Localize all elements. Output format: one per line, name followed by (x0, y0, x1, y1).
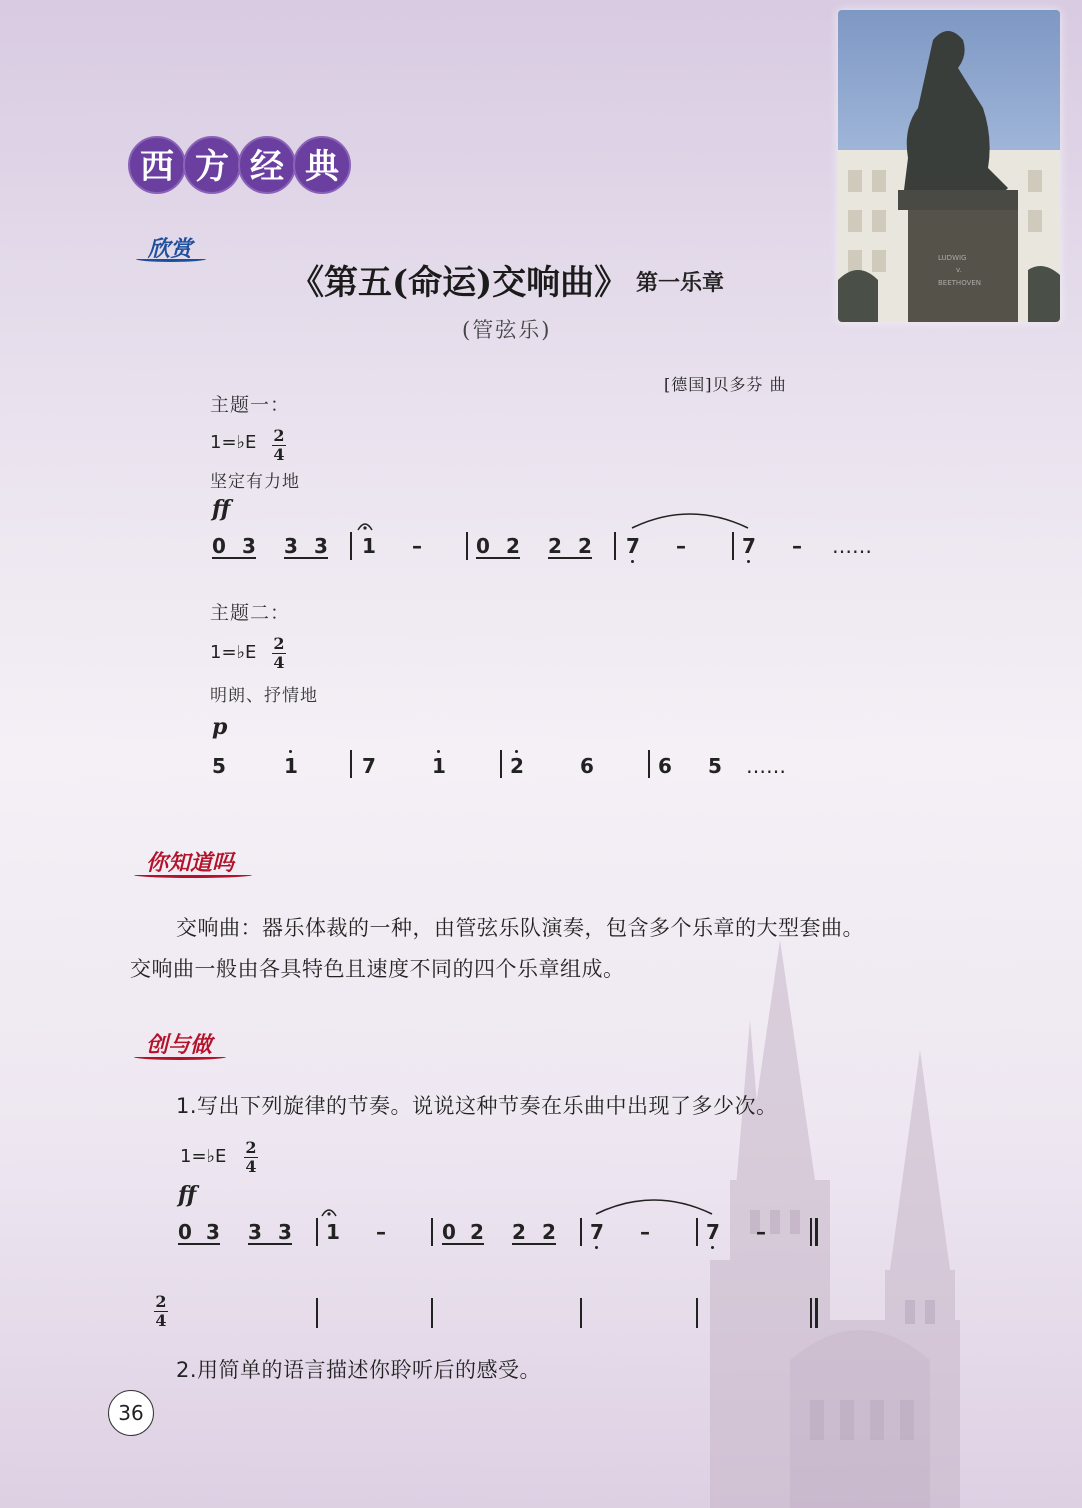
meter-top: 2 (155, 1292, 167, 1311)
note: 3 (206, 1220, 220, 1244)
banner-char: 典 (293, 136, 351, 194)
note: 2 (512, 1220, 526, 1244)
note: 2 (548, 534, 562, 558)
note: 5 (212, 754, 226, 778)
final-barline-thick (815, 1218, 818, 1246)
note: 6 (658, 754, 672, 778)
note: 2 (470, 1220, 484, 1244)
note: 6 (580, 754, 594, 778)
appreciate-tag-swoosh (136, 256, 206, 262)
note-dash: – (792, 534, 802, 558)
barline (614, 532, 616, 560)
note-dash: – (756, 1220, 766, 1244)
composer-credit: [德国]贝多芬 曲 (664, 375, 787, 394)
underline (442, 1243, 484, 1245)
note: 2 (506, 534, 520, 558)
ellipsis: …… (832, 534, 872, 558)
upper-octave-dot (437, 750, 440, 753)
blank-meter (154, 1294, 168, 1329)
note: 7 (706, 1220, 720, 1244)
lower-octave-dot (747, 560, 750, 563)
statue-inscription-2: v. (956, 266, 962, 274)
note: 1 (326, 1220, 340, 1244)
tie-slur (592, 1194, 716, 1216)
section-banner (128, 136, 348, 194)
note-dash: – (640, 1220, 650, 1244)
lower-octave-dot (711, 1246, 714, 1249)
note: 3 (248, 1220, 262, 1244)
underline (548, 557, 592, 559)
meter-bottom: 4 (273, 445, 285, 464)
blank-final-barline-thick (815, 1298, 818, 1328)
note: 0 (476, 534, 490, 558)
movement-label: 第一乐章 (636, 270, 725, 296)
upper-octave-dot (289, 750, 292, 753)
underline (284, 557, 328, 559)
meter-bottom: 4 (273, 653, 285, 672)
question-1: 1.写出下列旋律的节奏。说说这种节奏在乐曲中出现了多少次。 (176, 1094, 778, 1118)
barline (696, 1218, 698, 1246)
lower-octave-dot (631, 560, 634, 563)
blank-barline (696, 1298, 698, 1328)
underline (512, 1243, 556, 1245)
note: 0 (212, 534, 226, 558)
note: 3 (314, 534, 328, 558)
meter-bottom: 4 (245, 1157, 257, 1176)
exercise-meter (244, 1140, 258, 1175)
genre-label: (管弦乐) (462, 318, 552, 342)
blank-barline (431, 1298, 433, 1328)
barline (500, 750, 502, 778)
barline (350, 532, 352, 560)
note: 5 (708, 754, 722, 778)
create-tag-swoosh (134, 1054, 226, 1060)
barline (648, 750, 650, 778)
banner-char: 方 (183, 136, 241, 194)
theme1-dynamic: ff (212, 496, 231, 522)
note: 0 (178, 1220, 192, 1244)
barline (431, 1218, 433, 1246)
note: 7 (742, 534, 756, 558)
statue-inscription-1: LUDWIG (938, 254, 967, 262)
meter-top: 2 (273, 426, 285, 445)
note-dash: – (376, 1220, 386, 1244)
fermata-icon (355, 518, 375, 532)
theme2-meter (272, 636, 286, 671)
know-paragraph-line1: 交响曲：器乐体裁的一种，由管弦乐队演奏，包含多个乐章的大型套曲。 (176, 916, 864, 940)
note: 1 (362, 534, 376, 558)
blank-barline (580, 1298, 582, 1328)
theme1-label: 主题一： (210, 394, 291, 416)
final-barline-thin (810, 1218, 812, 1246)
ellipsis: …… (746, 754, 786, 778)
create-tag: 创与做 (146, 1032, 213, 1058)
note: 3 (284, 534, 298, 558)
exercise-dynamic: ff (178, 1182, 197, 1208)
note: 1 (284, 754, 298, 778)
barline (732, 532, 734, 560)
tie-slur (628, 508, 752, 530)
fermata-icon (319, 1204, 339, 1218)
banner-char: 经 (238, 136, 296, 194)
theme2-key: 1=♭E (210, 642, 257, 663)
theme2-tempo: 明朗、抒情地 (210, 686, 318, 706)
note-dash: – (676, 534, 686, 558)
meter-top: 2 (245, 1138, 257, 1157)
know-paragraph-line2: 交响曲一般由各具特色且速度不同的四个乐章组成。 (130, 957, 625, 981)
note: 7 (590, 1220, 604, 1244)
note: 1 (432, 754, 446, 778)
note-dash: – (412, 534, 422, 558)
meter-bottom: 4 (155, 1311, 167, 1330)
underline (248, 1243, 292, 1245)
underline (212, 557, 256, 559)
theme2-label: 主题二： (210, 602, 291, 624)
note: 7 (362, 754, 376, 778)
theme1-meter (272, 428, 286, 463)
question-2: 2.用简单的语言描述你聆听后的感受。 (176, 1358, 542, 1382)
note: 3 (242, 534, 256, 558)
cathedral-background-image (620, 940, 1082, 1508)
know-tag: 你知道吗 (146, 850, 235, 876)
note: 2 (578, 534, 592, 558)
theme2-dynamic: p (212, 714, 228, 740)
upper-octave-dot (515, 750, 518, 753)
barline (316, 1218, 318, 1246)
barline (580, 1218, 582, 1246)
theme1-tempo: 坚定有力地 (210, 472, 300, 492)
appreciate-tag: 欣赏 (148, 236, 193, 262)
statue-inscription-3: BEETHOVEN (938, 279, 982, 287)
beethoven-statue-photo (838, 10, 1060, 322)
theme1-key: 1=♭E (210, 432, 257, 453)
note: 2 (510, 754, 524, 778)
banner-char: 西 (128, 136, 186, 194)
lower-octave-dot (595, 1246, 598, 1249)
note: 7 (626, 534, 640, 558)
underline (178, 1243, 220, 1245)
exercise-key: 1=♭E (180, 1146, 227, 1167)
page-number: 36 (108, 1390, 154, 1436)
note: 3 (278, 1220, 292, 1244)
note: 2 (542, 1220, 556, 1244)
barline (350, 750, 352, 778)
note: 0 (442, 1220, 456, 1244)
piece-title: 《第五(命运)交响曲》 (290, 263, 629, 303)
underline (476, 557, 520, 559)
blank-final-barline-thin (810, 1298, 812, 1328)
meter-top: 2 (273, 634, 285, 653)
know-tag-swoosh (134, 872, 252, 878)
blank-barline (316, 1298, 318, 1328)
barline (466, 532, 468, 560)
